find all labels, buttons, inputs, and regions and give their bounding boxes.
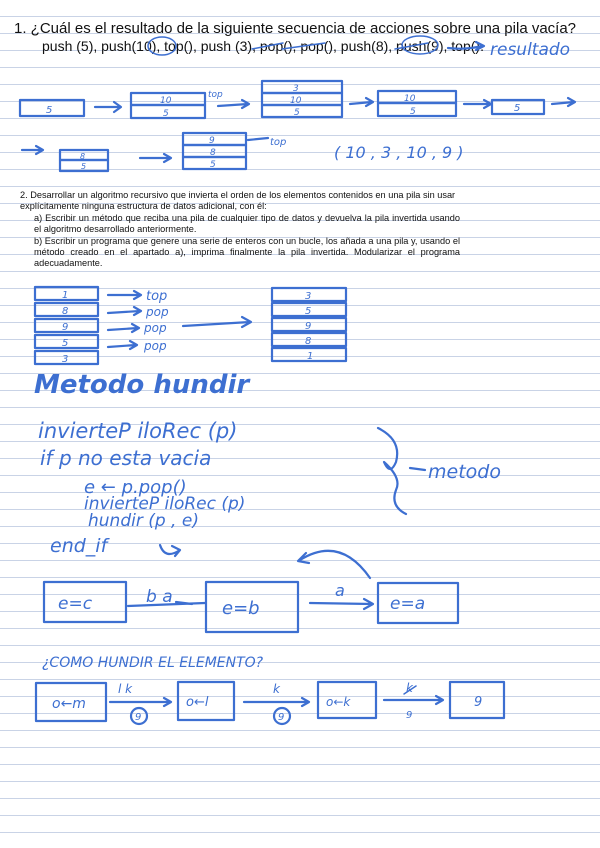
svg-text:o←l: o←l: [186, 695, 209, 710]
svg-text:8: 8: [305, 336, 312, 347]
svg-text:k: k: [406, 681, 413, 695]
row1-stack-diagram: [20, 81, 575, 119]
svg-text:5: 5: [62, 338, 69, 349]
pseudocode: [38, 419, 501, 557]
svg-text:5: 5: [514, 103, 521, 114]
svg-text:5: 5: [210, 160, 216, 170]
svg-text:pop: pop: [146, 305, 169, 319]
svg-text:8: 8: [80, 152, 86, 161]
svg-text:5: 5: [294, 108, 300, 118]
resultado-label: resultado: [490, 40, 571, 60]
question-2-intro: 2. Desarrollar un algoritmo recursivo que invierta el orden de los elementos contenidos en una pila sin usar explícitamente ninguna estructura de datos adicional, con él:: [20, 190, 456, 212]
svg-text:5: 5: [410, 107, 416, 117]
question-1-title: 1. ¿Cuál es el resultado de la siguiente secuencia de acciones sobre una pila vacía?: [14, 20, 577, 37]
svg-text:top: top: [208, 90, 223, 100]
result-list: ( 10 , 3 , 10 , 9 ): [334, 143, 464, 162]
svg-text:8: 8: [62, 306, 69, 317]
svg-text:9: 9: [135, 712, 142, 723]
como-hundir-heading: ¿COMO HUNDIR EL ELEMENTO?: [42, 655, 264, 671]
svg-text:e=a: e=a: [390, 594, 426, 614]
svg-text:1: 1: [307, 351, 314, 362]
svg-text:o←k: o←k: [326, 695, 351, 709]
svg-text:3: 3: [305, 291, 312, 302]
question-2-part-a: a) Escribir un método que reciba una pila de cualquier tipo de datos y devuelva la pila invertida usando el algoritmo desarrollado anteriormente.: [34, 212, 460, 235]
svg-text:10: 10: [160, 96, 172, 106]
svg-text:5: 5: [46, 105, 53, 116]
svg-text:9: 9: [209, 136, 215, 146]
question-1-sequence: push (5), push(10), top(), push (3), pop(), pop(), push(8), push(9), top().: [42, 38, 484, 54]
svg-text:e ← p.pop(): e ← p.pop(): [84, 477, 187, 498]
metodo-label: metodo: [428, 461, 501, 483]
svg-text:o←m: o←m: [52, 696, 86, 712]
svg-text:k: k: [273, 682, 280, 696]
svg-text:5: 5: [163, 109, 169, 119]
svg-text:pop: pop: [144, 321, 167, 335]
svg-text:b a: b a: [146, 587, 173, 607]
question-2-part-b: b) Escribir un programa que genere una serie de enteros con un bucle, los añada a una pila y, usando el método creado en el apartado a), imprima finalmente la pila invertida. Modularizar el programa adecuadamente.: [34, 235, 460, 269]
inversion-diagram: [35, 287, 346, 365]
svg-text:9: 9: [62, 322, 69, 333]
svg-text:9: 9: [406, 710, 413, 721]
svg-text:9: 9: [474, 695, 483, 710]
svg-text:5: 5: [305, 306, 312, 317]
svg-text:top: top: [146, 289, 168, 304]
recursion-boxes: [44, 551, 458, 632]
svg-text:a: a: [335, 581, 345, 600]
row2-stack-diagram: [22, 133, 464, 171]
svg-text:5: 5: [81, 162, 87, 171]
svg-text:end_if: end_if: [50, 535, 108, 557]
svg-text:hundir (p , e): hundir (p , e): [88, 511, 199, 531]
brace: [378, 428, 406, 514]
svg-text:9: 9: [278, 712, 285, 723]
svg-text:l k: l k: [118, 682, 133, 696]
metodo-hundir-heading: Metodo hundir: [34, 370, 250, 400]
svg-text:9: 9: [305, 321, 312, 332]
svg-text:top: top: [270, 137, 287, 148]
svg-text:e=b: e=b: [222, 598, 260, 619]
return-arrow: [298, 551, 370, 578]
svg-text:10: 10: [290, 96, 302, 106]
svg-text:3: 3: [293, 84, 299, 94]
svg-text:1: 1: [62, 290, 69, 301]
svg-text:10: 10: [404, 94, 416, 104]
svg-text:pop: pop: [144, 339, 167, 353]
svg-text:3: 3: [62, 354, 69, 365]
sink-diagram: [36, 681, 504, 724]
svg-text:invierteP iloRec (p): invierteP iloRec (p): [84, 494, 246, 514]
svg-text:8: 8: [210, 148, 216, 158]
svg-text:e=c: e=c: [58, 594, 93, 614]
svg-text:invierteP iloRec (p): invierteP iloRec (p): [38, 419, 238, 443]
svg-text:if p no esta vacia: if p no esta vacia: [40, 446, 212, 470]
circle-top-1: [148, 37, 176, 55]
arrow-to-resultado: [448, 42, 484, 50]
